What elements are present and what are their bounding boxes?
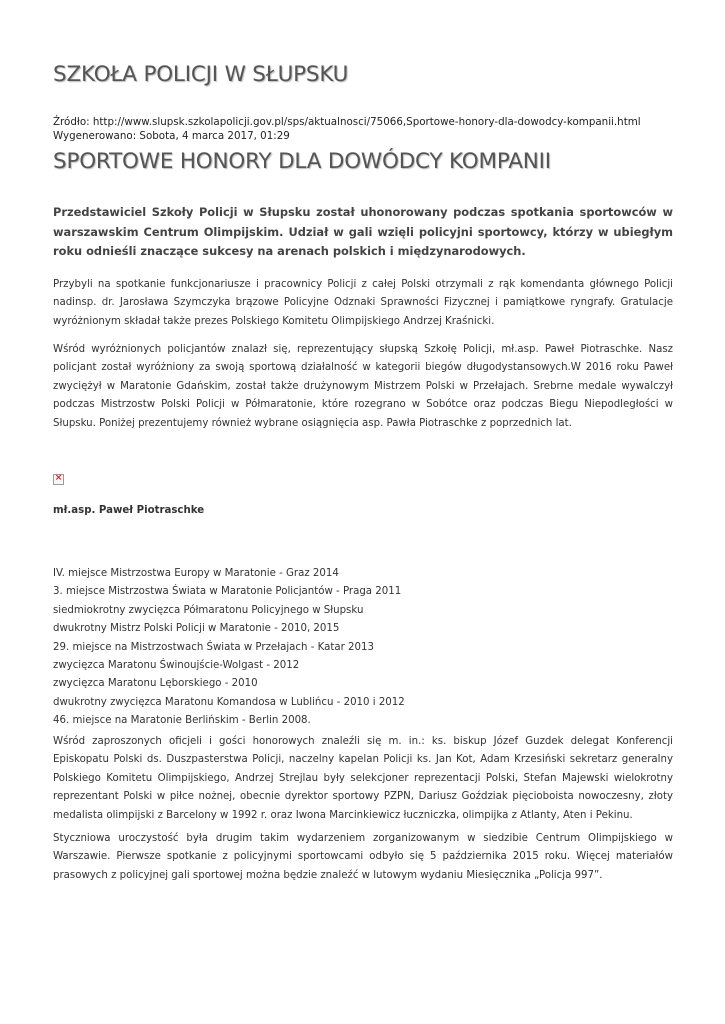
image-caption: mł.asp. Paweł Piotraschke [53,505,205,516]
source-url: Źródło: http://www.slupsk.szkolapolicji.gov.pl/sps/aktualnosci/75066,Sportowe-honory-dla-dowodcy-kompanii.html [53,116,641,128]
list-item: zwycięzca Maratonu Świnoujście-Wolgast - 2012 [53,660,300,672]
site-title: SZKOŁA POLICJI W SŁUPSKU [53,62,349,87]
list-item: 3. miejsce Mistrzostwa Świata w Maratonie Policjantów - Praga 2011 [53,586,402,598]
article-paragraph: Wśród zaproszonych oficjeli i gości honorowych znaleźli się m. in.: ks. biskup Józef Guzdek delegat Konferencji Episkopatu Polski ds. Duszpasterstwa Policji, naczelny kapelan Policji ks. Jan Kot, Adam Krzesiński sekretarz generalny Polskiego Komitetu Olimpijskiego, Andrzej Strejlau były selekcjoner reprezentacji Polski, Stefan Majewski wielokrotny reprezentant Polski w piłce nożnej, obecnie dyrektor sportowy PZPN, Dariusz Goździak pięcioboista nowoczesny, złoty medalista olimpijski z Barcelony w 1992 r. oraz Iwona Marcinkiewicz łuczniczka, olimpijka z Atlanty, Aten i Pekinu. [53,736,673,821]
list-item: dwukrotny Mistrz Polski Policji w Maratonie - 2010, 2015 [53,623,340,635]
source-meta [53,115,641,143]
achievements-list [53,565,405,731]
list-item: zwycięzca Maratonu Lęborskiego - 2010 [53,678,258,690]
generated-date: Wygenerowano: Sobota, 4 marca 2017, 01:29 [53,130,290,142]
article-paragraph: Styczniowa uroczystość była drugim takim wydarzeniem zorganizowanym w siedzibie Centrum Olimpijskiego w Warszawie. Pierwsze spotkanie z policyjnymi sportowcami odbyło się 5 października 2015 roku. Więcej materiałów prasowych z policyjnej gali sportowej można będzie znaleźć w lutowym wydaniu Miesięcznika „Policja 997”. [53,833,673,881]
list-item: siedmiokrotny zwycięzca Półmaratonu Policyjnego w Słupsku [53,604,364,616]
article-title: SPORTOWE HONORY DLA DOWÓDCY KOMPANII [53,149,551,174]
article-paragraph: Wśród wyróżnionych policjantów znalazł się, reprezentujący słupską Szkołę Policji, mł.asp. Paweł Piotraschke. Nasz policjant został wyróżniony za swoją sportową działalność w kategorii biegów długodystansowych.W 2016 roku Paweł zwyciężył w Maratonie Gdańskim, został także drużynowym Mistrzem Polski w Przełajach. Srebrne medale wywalczył podczas Mistrzostw Polski Policji w Półmaratonie, które rozegrano w Sobótce oraz podczas Biegu Niepodległości w Słupsku. Poniżej prezentujemy również wybrane osiągnięcia asp. Pawła Piotraschke z poprzednich lat. [53,344,673,429]
list-item: 46. miejsce na Maratonie Berlińskim - Berlin 2008. [53,715,311,727]
list-item: IV. miejsce Mistrzostwa Europy w Maratonie - Graz 2014 [53,568,339,579]
article-lead: Przedstawiciel Szkoły Policji w Słupsku został uhonorowany podczas spotkania sportowców w warszawskim Centrum Olimpijskim. Udział w gali wzięli policyjni sportowcy, którzy w ubiegłym roku odnieśli znaczące sukcesy na arenach polskich i międzynarodowych. [53,205,673,258]
list-item: dwukrotny zwycięzca Maratonu Komandosa w Lublińcu - 2010 i 2012 [53,696,405,708]
broken-image-icon: × [54,473,63,483]
article-paragraph: Przybyli na spotkanie funkcjonariusze i pracownicy Policji z całej Polski otrzymali z rąk komendanta głównego Policji nadinsp. dr. Jarosława Szymczyka brązowe Policyjne Odznaki Sprawności Fizycznej i pamiątkowe ryngrafy. Gratulacje wyróżnionym składał także prezes Polskiego Komitetu Olimpijskiego Andrzej Kraśnicki. [53,279,673,327]
list-item: 29. miejsce na Mistrzostwach Świata w Przełajach - Katar 2013 [53,641,374,653]
